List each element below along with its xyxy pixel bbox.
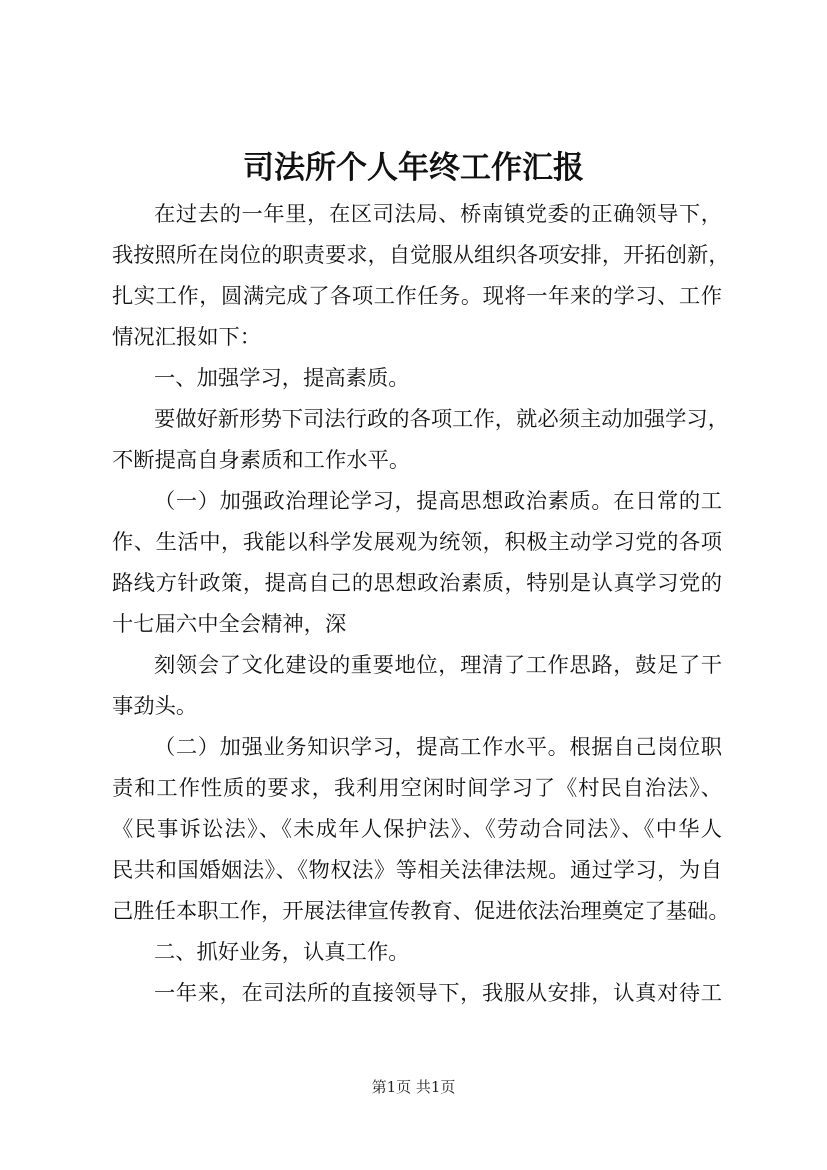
body-line: 情况汇报如下： [112,325,262,350]
body-line: （二）加强业务知识学习，提高工作水平。根据自己岗位职 [154,735,722,760]
document-title: 司法所个人年终工作汇报 [243,150,584,186]
section-heading: 二、抓好业务，认真工作。 [154,940,410,965]
body-line: 要做好新形势下司法行政的各项工作，就必须主动加强学习， [154,407,730,432]
body-line: 《民事诉讼法》、《未成年人保护法》、《劳动合同法》、《中华人 [112,817,722,842]
document-body [112,194,730,1014]
body-line: 责和工作性质的要求，我利用空闲时间学习了《村民自治法》、 [112,776,722,801]
body-line: 事劲头。 [112,694,198,719]
body-line: 己胜任本职工作，开展法律宣传教育、促进依法治理奠定了基础。 [112,899,730,924]
page-number-footer: 第1页 共1页 [371,1078,456,1096]
body-line: 刻领会了文化建设的重要地位，理清了工作思路，鼓足了干 [154,653,722,678]
body-line: 路线方针政策，提高自己的思想政治素质，特别是认真学习党的 [112,571,722,596]
body-line: （一）加强政治理论学习，提高思想政治素质。在日常的工 [154,489,722,514]
body-line: 在过去的一年里，在区司法局、桥南镇党委的正确领导下， [154,202,722,227]
body-line: 一年来，在司法所的直接领导下，我服从安排，认真对待工 [154,981,722,1006]
body-line: 扎实工作，圆满完成了各项工作任务。现将一年来的学习、工作 [112,284,722,309]
body-line: 十七届六中全会精神，深 [112,612,347,637]
body-line: 我按照所在岗位的职责要求，自觉服从组织各项安排，开拓创新， [112,243,730,268]
body-line: 不断提高自身素质和工作水平。 [112,448,411,473]
body-line: 民共和国婚姻法》、《物权法》等相关法律法规。通过学习，为自 [112,858,722,883]
body-line: 作、生活中，我能以科学发展观为统领，积极主动学习党的各项 [112,530,722,555]
section-heading: 一、加强学习，提高素质。 [154,366,410,391]
